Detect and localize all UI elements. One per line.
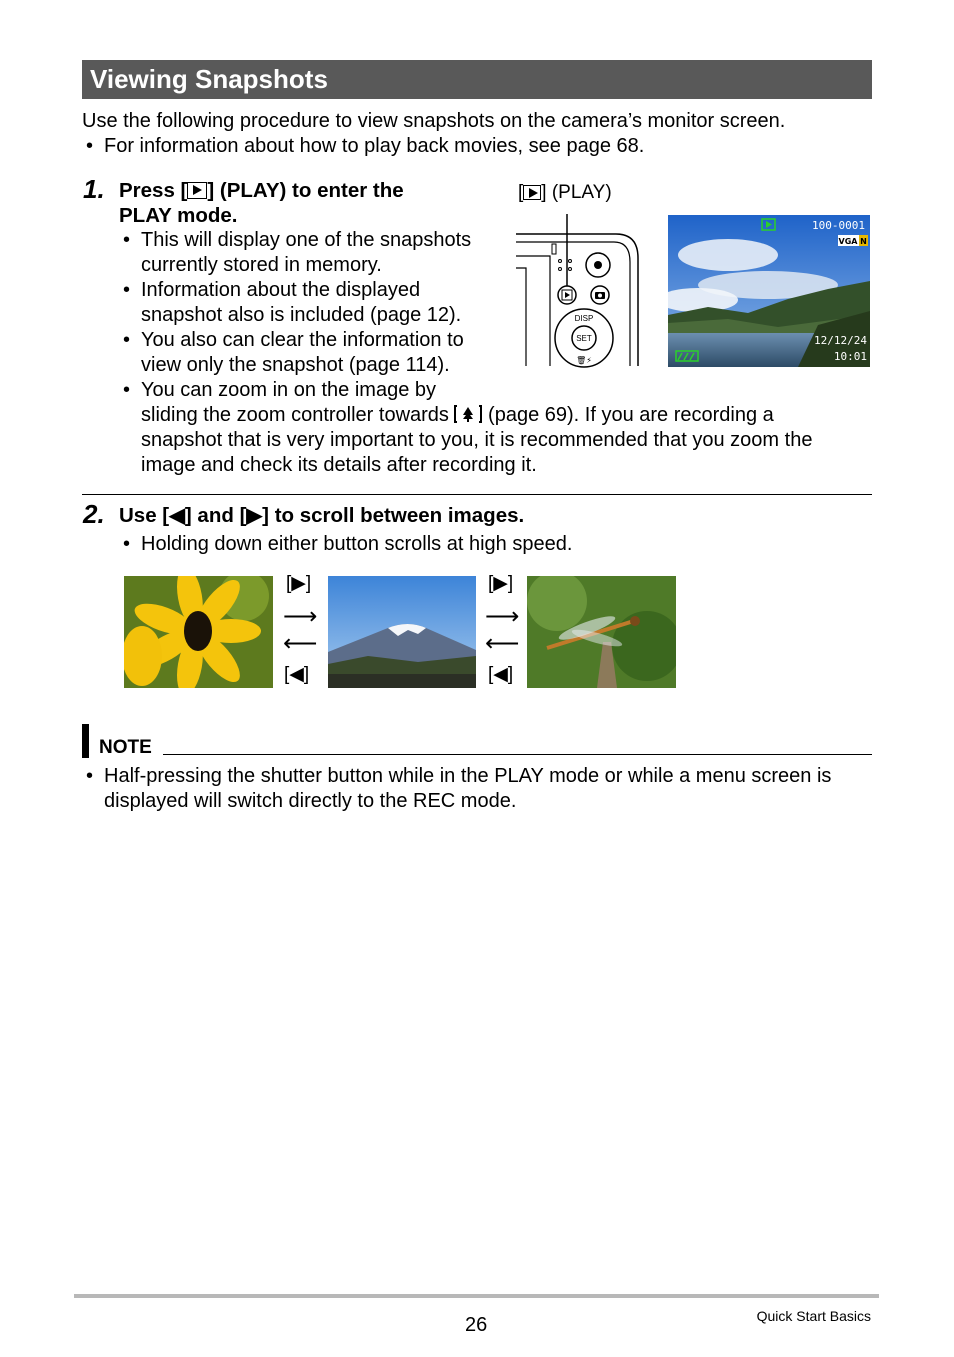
- bullet-line: displayed will switch directly to the REC mode.: [104, 790, 517, 812]
- left-triangle-icon: ◀: [289, 664, 304, 685]
- left-triangle-icon: ◀: [493, 664, 508, 685]
- step-1-bullet-zoom: [123, 378, 861, 478]
- delete-flash-icon: 🗑⚡: [576, 356, 592, 365]
- bullet-line: (page 69). If you are recording a: [488, 404, 774, 426]
- intro-bullet: [86, 134, 645, 159]
- screen-time: 10:01: [833, 350, 867, 363]
- arrow-right-1: ⟶: [283, 603, 318, 630]
- bullet-dot: •: [123, 379, 131, 401]
- step-2-heading-c: ] to scroll between images.: [262, 504, 525, 527]
- mountain-image: [328, 576, 476, 688]
- footer-rule: [74, 1294, 879, 1298]
- bullet-line: image and check its details after recording it.: [141, 454, 537, 476]
- play-label-text: ] (PLAY): [541, 182, 612, 203]
- screen-size: VGA: [838, 237, 858, 246]
- camera-back-illustration: [512, 212, 646, 370]
- arrow-left-2: ⟵: [485, 630, 520, 657]
- arrow-right-2: ⟶: [485, 603, 520, 630]
- step-2-bullet: [123, 532, 573, 557]
- zoom-telephoto-icon: [454, 404, 482, 424]
- mountain-photo: [328, 576, 476, 688]
- note-rule: [163, 754, 872, 755]
- landscape-photo: [668, 215, 870, 367]
- bullet-line: Holding down either button scrolls at high speed.: [141, 533, 573, 555]
- flower-photo: [124, 576, 273, 688]
- arrow-left-1: ⟵: [283, 630, 318, 657]
- prev-button-label-2: [◀]: [488, 664, 514, 685]
- flower-image: [124, 576, 273, 688]
- step-1-bullet-3: [123, 328, 464, 378]
- page-number: 26: [465, 1314, 488, 1336]
- step-1-heading-suffix: ] (PLAY) to enter the: [207, 179, 404, 202]
- left-triangle-icon: ◀: [169, 504, 185, 527]
- note-bullet: [86, 764, 832, 814]
- bullet-line: snapshot also is included (page 12).: [141, 304, 462, 326]
- step-2-number: 2.: [83, 499, 105, 529]
- bullet-line: Information about the displayed: [141, 279, 421, 301]
- screen-date: 12/12/24: [814, 334, 867, 347]
- bullet-line: currently stored in memory.: [141, 254, 382, 276]
- section-title: Viewing Snapshots: [82, 60, 872, 99]
- note-bar: [82, 724, 89, 758]
- dragonfly-image: [527, 576, 676, 688]
- bullet-line: You can zoom in on the image by: [141, 379, 437, 401]
- bullet-line: sliding the zoom controller towards: [141, 404, 449, 426]
- screen-file-number: 100-0001: [812, 219, 865, 232]
- step-1-heading-prefix: Press [: [119, 179, 188, 202]
- step-1-heading-line2: PLAY mode.: [119, 204, 238, 227]
- bullet-dot: •: [123, 329, 131, 351]
- bullet-dot: •: [86, 765, 94, 787]
- step-2-heading-b: ] and [: [184, 504, 247, 527]
- bullet-line: This will display one of the snapshots: [141, 229, 472, 251]
- step-2-heading-a: Use [: [119, 504, 170, 527]
- step-1-number: 1.: [83, 174, 105, 204]
- bullet-dot: •: [86, 135, 94, 157]
- play-label-open: [: [518, 182, 524, 203]
- prev-button-label-1: [◀]: [284, 664, 310, 685]
- intro-text: Use the following procedure to view snapshots on the camera’s monitor screen.: [82, 110, 786, 132]
- bullet-dot: •: [123, 279, 131, 301]
- bullet-dot: •: [123, 533, 131, 555]
- play-button-icon: [523, 185, 541, 200]
- note-label: NOTE: [99, 737, 152, 758]
- bullet-line: snapshot that is very important to you, it is recommended that you zoom the: [141, 429, 813, 451]
- screen-quality: N: [860, 237, 867, 246]
- next-button-label-2: [▶]: [488, 573, 514, 594]
- right-triangle-icon: ▶: [246, 504, 263, 527]
- dragonfly-photo: [527, 576, 676, 688]
- playback-screen-image: [668, 215, 870, 367]
- next-button-label-1: [▶]: [286, 573, 312, 594]
- step-1-bullet-2: [123, 278, 462, 328]
- step-1-heading: [119, 178, 404, 228]
- step-1-bullet-1: [123, 228, 472, 278]
- right-triangle-icon: ▶: [291, 573, 306, 594]
- step-2-heading: [119, 503, 524, 528]
- play-button-icon: [187, 182, 207, 199]
- bullet-line: You also can clear the information to: [141, 329, 464, 351]
- intro-bullet-text: For information about how to play back movies, see page 68.: [104, 135, 645, 157]
- camera-disp-label: DISP: [574, 314, 594, 323]
- footer-section: Quick Start Basics: [756, 1308, 871, 1324]
- bullet-line: view only the snapshot (page 114).: [141, 354, 450, 376]
- camera-set-label: SET: [576, 334, 592, 343]
- bullet-dot: •: [123, 229, 131, 251]
- play-label: [518, 182, 612, 204]
- right-triangle-icon: ▶: [493, 573, 508, 594]
- step-divider: [82, 494, 872, 495]
- bullet-line: Half-pressing the shutter button while in the PLAY mode or while a menu screen is: [104, 765, 832, 787]
